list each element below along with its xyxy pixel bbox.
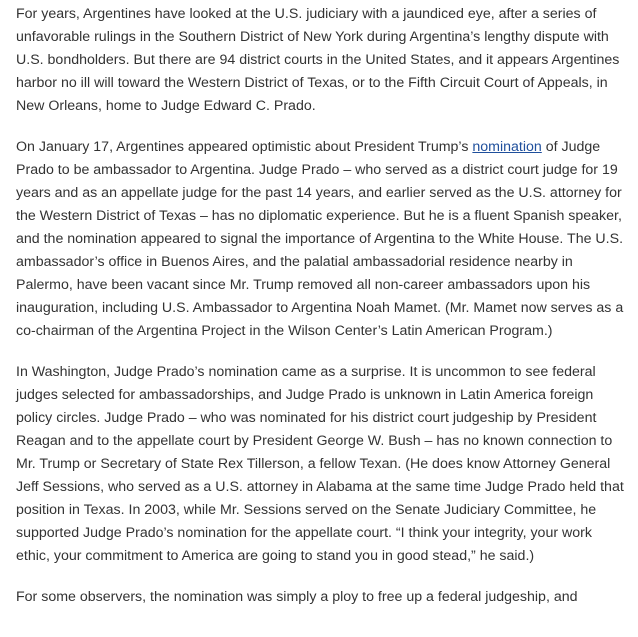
paragraph-2-rest: of Judge Prado to be ambassador to Argentina. Judge Prado – who served as a district court judge for 19 years and as an appellate judge for the past 14 years, and earlier served as the U.S. attorney for the Western District of Texas – has no diplomatic experience. But he is a fluent Spanish speaker, and the nomination appeared to signal the importance of Argentina to the White House. The U.S. ambassador’s office in Buenos Aires, and the palatial ambassadorial residence nearby in Palermo, have been vacant since Mr. Trump removed all non-career ambassadors upon his inauguration, including U.S. Ambassador to Argentina Noah Mamet. (Mr. Mamet now serves as a co-chairman of the Argentina Project in the Wilson Center’s Latin American Program.): [16, 139, 624, 339]
article-body: [16, 0, 624, 627]
paragraph-4: For some observers, the nomination was simply a ploy to free up a federal judgeship, and: [16, 589, 578, 605]
nomination-link[interactable]: nomination: [472, 139, 542, 155]
paragraph-3: In Washington, Judge Prado’s nomination came as a surprise. It is uncommon to see federal judges selected for ambassadorships, and Judge Prado is unknown in Latin America foreign policy circles. Judge Prado – who was nominated for his district court judgeship by President Reagan and to the appellate court by President George W. Bush – has no known connection to Mr. Trump or Secretary of State Rex Tillerson, a fellow Texan. (He does know Attorney General Jeff Sessions, who served as a U.S. attorney in Alabama at the same time Judge Prado held that position in Texas. In 2003, while Mr. Sessions served on the Senate Judiciary Committee, he supported Judge Prado’s nomination for the appellate court. “I think your integrity, your work ethic, your commitment to America are going to stand you in good stead,” he said.): [16, 364, 624, 564]
paragraph-1: For years, Argentines have looked at the U.S. judiciary with a jaundiced eye, after a series of unfavorable rulings in the Southern District of New York during Argentina’s lengthy dispute with U.S. bondholders. But there are 94 district courts in the United States, and it appears Argentines harbor no ill will toward the Western District of Texas, or to the Fifth Circuit Court of Appeals, in New Orleans, home to Judge Edward C. Prado.: [16, 6, 620, 114]
paragraph-2: [16, 136, 624, 343]
paragraph-2-lead: On January 17, Argentines appeared optimistic about President Trump’s: [16, 139, 473, 155]
